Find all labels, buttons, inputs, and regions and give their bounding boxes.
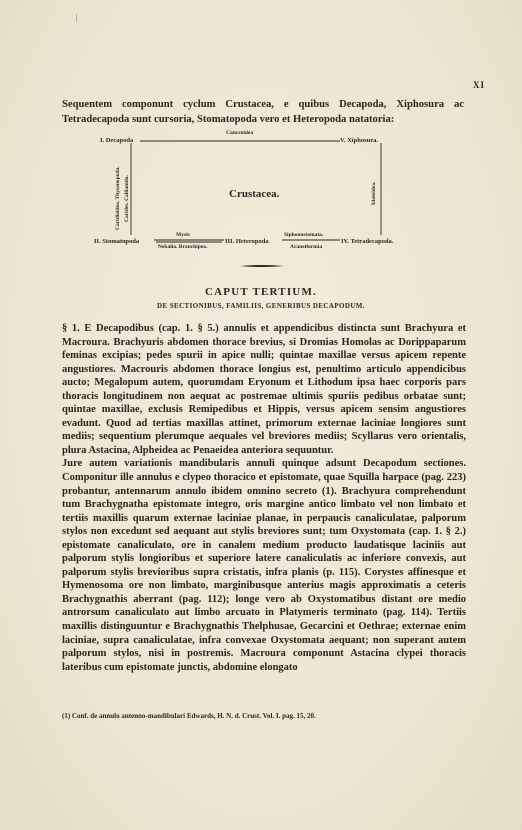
label-xiphosura: V. Xiphosura.: [340, 137, 378, 144]
body-text: [62, 322, 466, 674]
label-nebalia: Nebalia. Branchipus.: [158, 244, 208, 250]
paragraph-1: § 1. E Decapodibus (cap. 1. § 5.) annulis et appendicibus distincta sunt Brachyura et Macroura. Brachyuris abdomen thorace brevius, si Dromias Homolas ac Dorippaparum feminas excipias; pedes spurii in apice nulli; quintae maxillae versus apicem repente angustiores. Macrouris abdomen thorace longius est, penultimo articulo appendicibus aucto; Megalopum autem, quorumdam Eryonum et Lithodum ipsa haec corporis pars thoracis longitudinem non aequat ac postremae ultimis spuriis pedibus orbatae sunt; quintae maxillae, exclusis Remipedibus et Hippis, versus apicem sensim angustiores evadunt. Quod ad tertias maxillas attinet, primorum externae laciniae longiores sunt mediis; sequentium plerumque aequales vel breviores mediis; Scyllarus vero orientalis, plura Astacina, Alpheidea ac Penaeidea anteriora sequuntur.: [62, 323, 466, 456]
label-tetradecapoda: IV. Tetradecapoda.: [341, 238, 394, 245]
paragraph-2: Jure autem variationis mandibularis annuli quinque adsunt Decapodum sectiones. Componitur ille annulus e clypeo thoracico et epistomate, quae Squilla harpace (pag. 223) probantur, antennarum annulo ibidem omnino secreto (1). Brachyura comprehendunt tum Brachygnatha epistomate integro, oris margine antico limbato vel non limbato et tertiis maxillis quarum externae laciniae planae, in perpaucis canaliculatae, palporum stylos non excedunt sed aequant aut stylis breviores sunt; tum Oxystomata (cap. 1. § 2.) epistomate canaliculato, ore in canalem medium producto laudatisque laciniis aut palporum stylis longioribus et superiore latere canaliculatis ac inferiore convexis, aut palporum stylis brevioribus supra cristatis, infra planis (p. 115). Corystes affinesque et Hymenosoma ore non limbato, marginibusque anterius magis approximatis a ceteris Brachygnathis aberrant (pag. 112); longe vero ab Oxystomatibus distant ore medio antrorsum canaliculato aut limbo arcuato in Platymeris terminato (pag. 114). Tertiis maxillis distinguuntur e Brachygnathis Thelphusae, Gecarcini et Oethrae; externae enim laciniae, supra canaliculatae, infra convexae Oxystomata aequant; non superant autem palporum stylos, nisi in postremis. Macroura componunt Astacina clypei thoracis lateribus cum epistomate junctis, abdomine elongato: [62, 458, 466, 673]
footnote: (1) Conf. de annulo antenno-mandibulari Edwards, H. N. d. Crust. Vol. I. pag. 15, 20.: [62, 712, 316, 720]
label-decapoda: I. Decapoda: [100, 137, 134, 144]
page-mark: [76, 14, 77, 22]
label-stomatopoda: II. Stomatopoda: [94, 238, 140, 245]
ornament-rule: [240, 264, 284, 268]
chapter-title: CAPUT TERTIUM.: [205, 286, 317, 298]
chapter-subtitle: DE SECTIONIBUS, FAMILIIS, GENERIBUS DECAPODUM.: [157, 302, 365, 310]
intro-paragraph: Sequentem componunt cyclum Crustacea, e quibus Decapoda, Xiphosura ac Tetradecapoda sunt cursoria, Stomatopoda vero et Heteropoda natatoria:: [62, 99, 464, 125]
label-carides: Carides. Callianida.: [124, 175, 130, 222]
label-caridioidea: Caridioidea. Thysanopoda.: [115, 166, 121, 230]
label-crustacea: Crustacea.: [229, 188, 280, 200]
label-araneiformia: Araneiformia: [290, 244, 323, 250]
crustacea-diagram: [94, 130, 444, 252]
page-number: XI: [472, 80, 485, 90]
label-cancroidea: Cancroidea: [226, 130, 254, 136]
label-idoteidea: Idoteidea.: [371, 181, 377, 205]
label-heteropoda: III. Heteropoda: [225, 238, 269, 245]
label-siphonostomata: Siphonostomata.: [284, 232, 324, 238]
label-mysis: Mysis: [176, 232, 190, 238]
